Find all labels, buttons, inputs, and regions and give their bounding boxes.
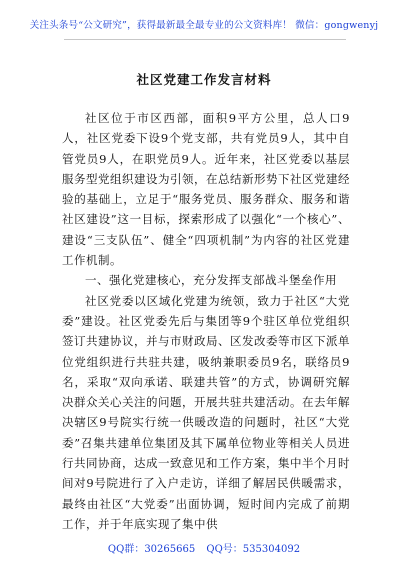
document-title: 社区党建工作发言材料 <box>136 72 272 87</box>
section-heading-1: 一、强化党建核心，充分发挥支部战斗堡垒作用 <box>85 273 337 288</box>
header-banner: 关注头条号“公文研究”，获得最新最全最专业的公文资料库！ 微信：gongwenyj <box>29 20 379 31</box>
header-divider <box>64 39 346 40</box>
paragraph-intro: 社区位于市区西部，面积9平方公里，总人口9人，社区党委下设9个党支部，共有党员9人，其中自管党员9人，在职党员9人。近年来，社区党委以基层服务型党组织建设为引领，在总结新形势下社区党建经验的基础上，立足于“服务党员、服务群众、服务和谐社区建设”这一目标，探索形成了以强化“一个核心”、建设“三支队伍”、健全“四项机制”为内容的社区党建工作机制。 <box>62 111 350 268</box>
qq-group-text: QQ群：30265665 <box>107 544 196 555</box>
document-body <box>62 108 350 534</box>
qq-number-text: QQ号：535304092 <box>206 544 301 555</box>
footer-contact <box>0 540 408 555</box>
paragraph-section-1: 社区党委以区域化党建为统领，致力于社区“大党委”建设。社区党委先后与集团等9个驻区单位党组织签订共建协议，并与市财政局、区发改委等市区下派单位党组织进行共驻共建，吸纳兼职委员9名，联络员9名，采取“双向承诺、联建共管”的方式，协调研究解决群众关心关注的问题，开展共驻共建活动。在去年解决辖区9号院实行统一供暖改造的问题时，社区“大党委”召集共建单位集团及其下属单位物业等相关人员进行共同协商，达成一致意见和工作方案，集中半个月时间对9号院进行了入户走访，详细了解居民供暖需求，最终由社区“大党委”出面协调，短时间内完成了前期工作，并于年底实现了集中供 <box>62 293 350 531</box>
